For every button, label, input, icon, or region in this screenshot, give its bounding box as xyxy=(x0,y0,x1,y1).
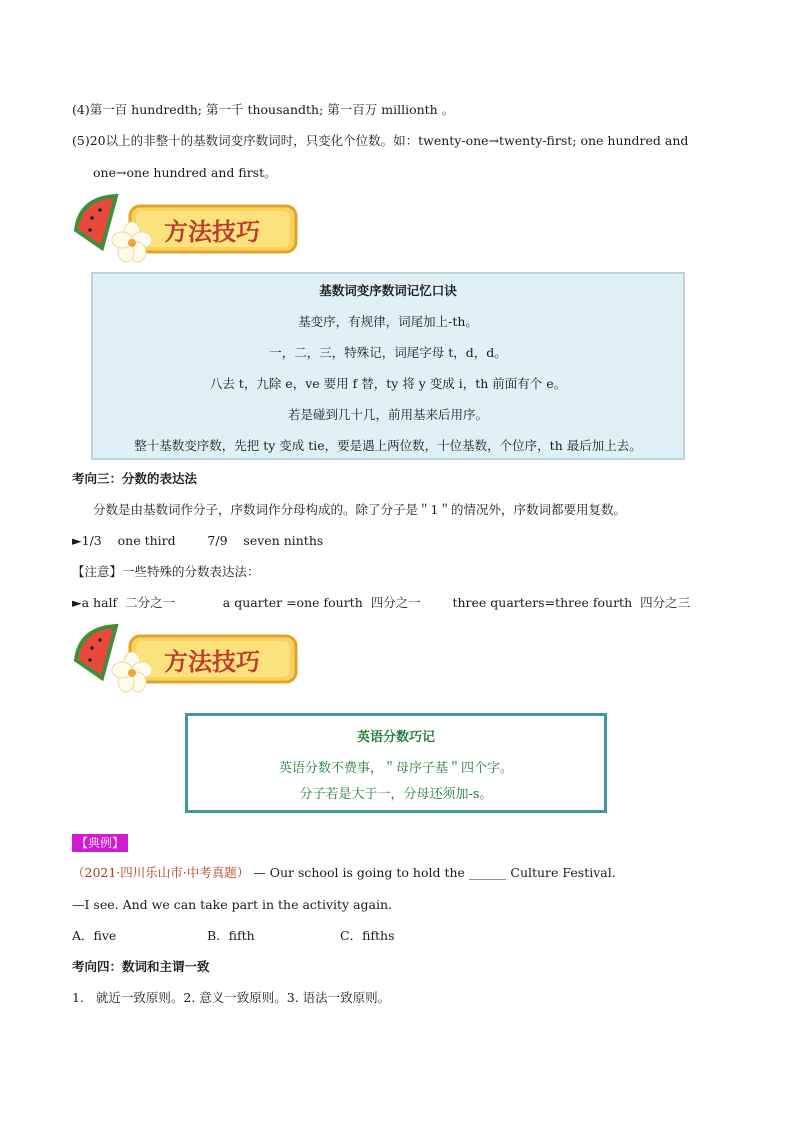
box1-row-3: 八去 t，九除 e，ve 要用 f 替，ty 将 y 变成 i，th 前面有个 e。 xyxy=(209,376,567,391)
watermelon-icon xyxy=(76,626,116,678)
banner-title: 方法技巧 xyxy=(164,217,260,246)
mnemonic-box-ordinal xyxy=(91,272,685,460)
example-question-2: —I see. And we can take part in the activity again. xyxy=(72,897,393,912)
section3-note: 【注意】一些特殊的分数表达法： xyxy=(72,564,260,579)
box1-row-1: 基变序，有规律，词尾加上-th。 xyxy=(298,314,478,329)
box1-row-4: 若是碰到几十几，前用基来后用序。 xyxy=(287,407,488,422)
example-q1-text: — Our school is going to hold the ______ Culture Festival. xyxy=(249,865,616,880)
line-item-5b: one→one hundred and first。 xyxy=(93,165,277,180)
box2-row-2: 分子若是大于一，分母还须加-s。 xyxy=(299,787,493,802)
section4-paragraph: 1. 就近一致原则。2. 意义一致原则。3. 语法一致原则。 xyxy=(72,990,391,1005)
example-tag: 【典例】 xyxy=(72,834,128,852)
box1-title: 基数词变序数词记忆口诀 xyxy=(319,283,457,298)
banner-title: 方法技巧 xyxy=(164,647,260,676)
watermelon-icon xyxy=(76,196,116,248)
box1-row-5: 整十基数变序数，先把 ty 变成 tie，要是遇上两位数，十位基数，个位序，th 最后加上去。 xyxy=(134,438,642,453)
example-question-1 xyxy=(72,864,616,882)
example-source: （2021·四川乐山市·中考真题） xyxy=(72,865,250,880)
section3-example: ►1/3 one third 7/9 seven ninths xyxy=(72,533,324,548)
mnemonic-box-fraction xyxy=(185,713,607,813)
line-item-5a: (5)20以上的非整十的基数词变序数词时，只变化个位数。如：twenty-one→twenty-first; one hundred and xyxy=(72,133,689,148)
section3-heading: 考向三：分数的表达法 xyxy=(72,471,198,486)
option-c: C．fifths xyxy=(340,928,395,943)
line-item-4: (4)第一百 hundredth; 第一千 thousandth; 第一百万 millionth 。 xyxy=(72,102,455,117)
box1-row-2: 一，二，三，特殊记，词尾字母 t，d，d。 xyxy=(269,345,507,360)
section3-special: ►a half 二分之一 a quarter =one fourth 四分之一 three quarters=three fourth 四分之三 xyxy=(72,595,691,610)
box2-row-1: 英语分数不费事，＂母序子基＂四个字。 xyxy=(278,761,513,776)
method-banner-2 xyxy=(72,620,302,700)
method-banner xyxy=(72,190,302,270)
section4-heading: 考向四：数词和主谓一致 xyxy=(72,959,210,974)
section3-paragraph: 分数是由基数词作分子，序数词作分母构成的。除了分子是＂1＂的情况外，序数词都要用复数。 xyxy=(93,502,626,517)
option-a: A．five xyxy=(72,928,117,943)
option-b: B．fifth xyxy=(207,928,255,943)
box2-title: 英语分数巧记 xyxy=(356,730,435,745)
